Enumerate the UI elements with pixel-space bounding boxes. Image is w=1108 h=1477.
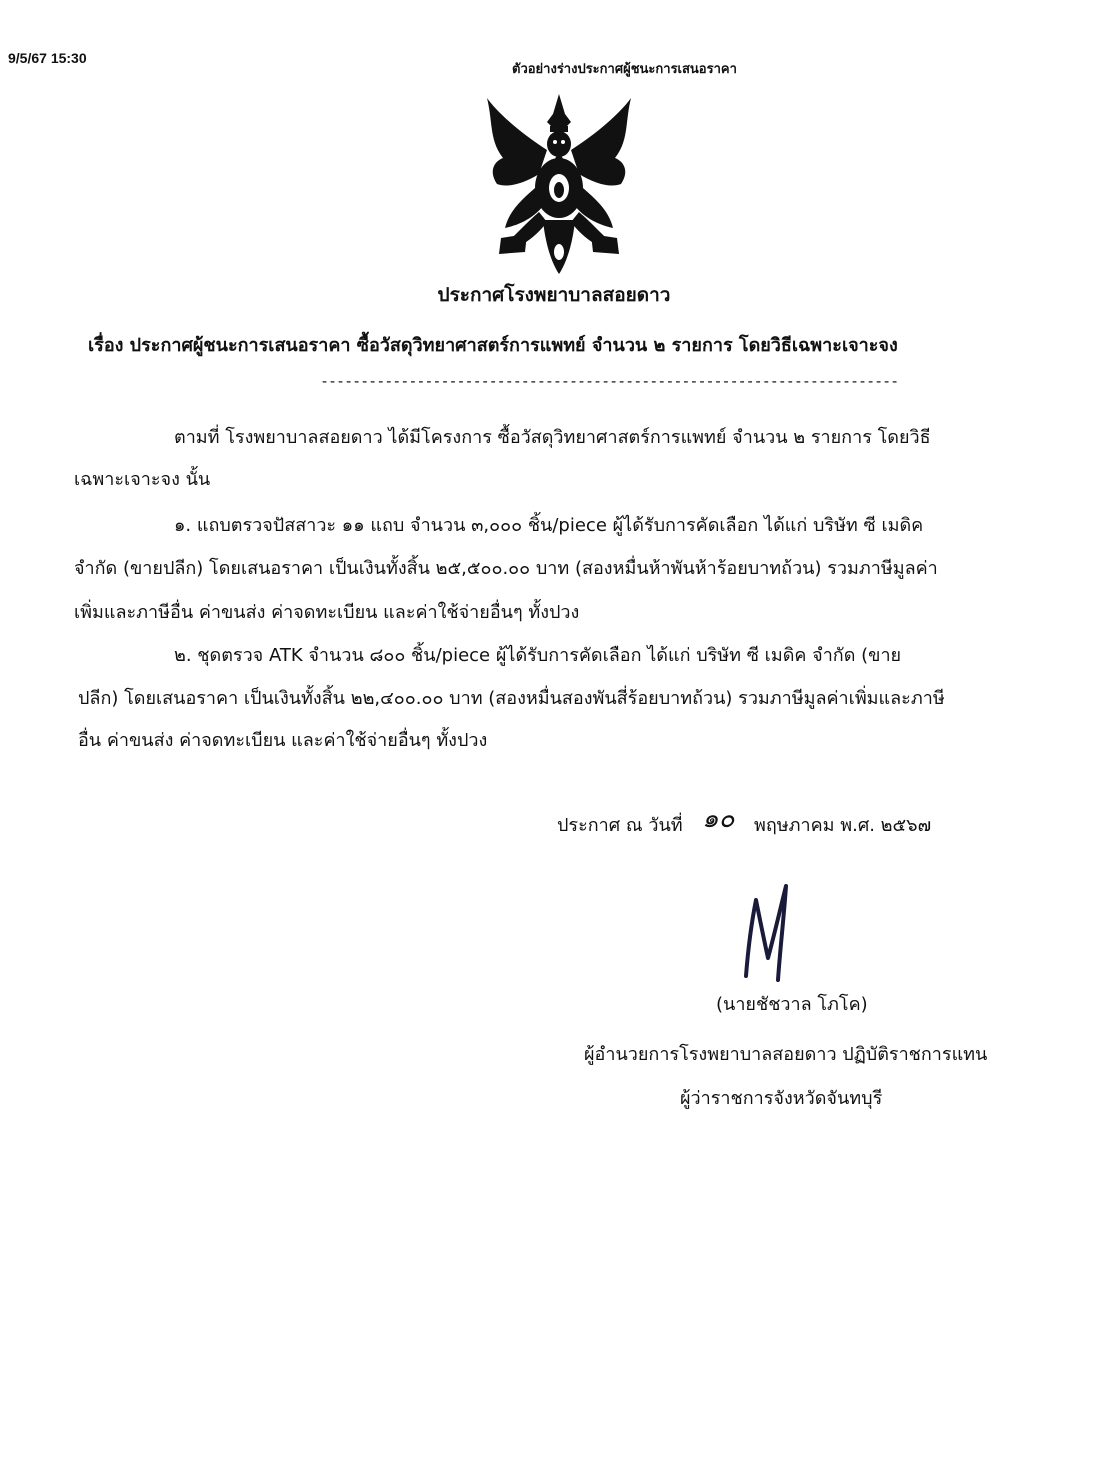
item2-line-1: ๒. ชุดตรวจ ATK จำนวน ๘๐๐ ชิ้น/piece ผู้ได้รับการคัดเลือก ได้แก่ บริษัท ซี เมดิค จำกัด (ขาย [174,645,902,666]
signatory-name: (นายชัชวาล โภโค) [716,994,868,1015]
item1-line-3: เพิ่มและภาษีอื่น ค่าขนส่ง ค่าจดทะเบียน และค่าใช้จ่ายอื่นๆ ทั้งปวง [74,602,580,623]
item1-line-1: ๑. แถบตรวจปัสสาวะ ๑๑ แถบ จำนวน ๓,๐๐๐ ชิ้น/piece ผู้ได้รับการคัดเลือก ได้แก่ บริษัท ซี เมดิค [174,515,924,536]
signatory-position-2: ผู้ว่าราชการจังหวัดจันทบุรี [680,1088,883,1109]
document-header: ตัวอย่างร่างประกาศผู้ชนะการเสนอราคา [512,62,737,77]
announcement-month-year: พฤษภาคม พ.ศ. ๒๕๖๗ [754,815,932,836]
intro-line-2: เฉพาะเจาะจง นั้น [74,469,211,490]
signatory-position: ผู้อำนวยการโรงพยาบาลสอยดาว ปฏิบัติราชการแทน [584,1044,988,1065]
intro-line-1: ตามที่ โรงพยาบาลสอยดาว ได้มีโครงการ ซื้อวัสดุวิทยาศาสตร์การแพทย์ จำนวน ๒ รายการ โดยวิธี [174,427,931,448]
print-timestamp: 9/5/67 15:30 [8,50,87,66]
item1-line-2: จำกัด (ขายปลีก) โดยเสนอราคา เป็นเงินทั้งสิ้น ๒๕,๕๐๐.๐๐ บาท (สองหมื่นห้าพันห้าร้อยบาทถ้วน) รวมภาษีมูลค่า [74,558,938,579]
signature-icon [728,880,798,985]
item2-line-2: ปลีก) โดยเสนอราคา เป็นเงินทั้งสิ้น ๒๒,๔๐๐.๐๐ บาท (สองหมื่นสองพันสี่ร้อยบาทถ้วน) รวมภาษีมูลค่าเพิ่มและภาษี [78,688,945,709]
page-title: ประกาศโรงพยาบาลสอยดาว [437,284,671,306]
subject-line: เรื่อง ประกาศผู้ชนะการเสนอราคา ซื้อวัสดุวิทยาศาสตร์การแพทย์ จำนวน ๒ รายการ โดยวิธีเฉพาะเจาะจง [88,335,898,356]
item2-line-3: อื่น ค่าขนส่ง ค่าจดทะเบียน และค่าใช้จ่ายอื่นๆ ทั้งปวง [78,730,488,751]
garuda-emblem-icon [478,92,640,277]
announcement-day-handwritten: ๑๐ [702,804,735,834]
announcement-date-prefix: ประกาศ ณ วันที่ [557,815,683,836]
divider: ------------------------------------------------------------------------ [320,372,899,390]
